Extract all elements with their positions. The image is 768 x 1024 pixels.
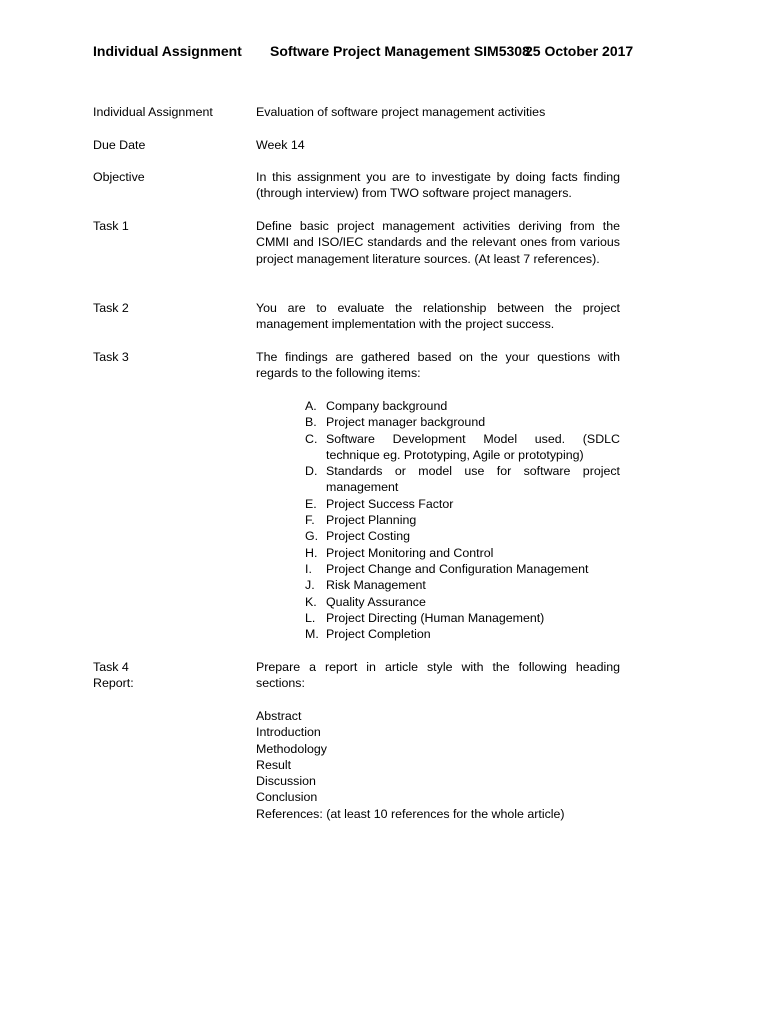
page-header [93,43,683,61]
list-item-letter: K. [305,594,317,609]
label-task2: Task 2 [93,301,129,315]
report-heading: References: (at least 10 references for the whole article) [256,806,565,821]
list-item-text: Company background [326,399,448,413]
list-item-text: Project Monitoring and Control [326,545,494,560]
header-course: Software Project Management SIM5308 [270,43,530,59]
report-heading-list [256,708,620,822]
list-item-letter: B. [305,415,317,430]
report-heading: Abstract [256,709,302,723]
list-item-letter: G. [305,529,319,544]
label-task4-line2: Report: [93,676,134,691]
list-item [305,496,620,512]
list-item [305,463,620,496]
content-task4: Prepare a report in article style with the following heading sections: [256,660,620,691]
list-item-letter: I. [305,561,312,576]
label-assignment: Individual Assignment [93,105,213,119]
label-task4-line1: Task 4 [93,660,129,674]
list-item-letter: F. [305,513,315,528]
list-item [305,577,620,593]
list-item [305,545,620,561]
list-item-letter: H. [305,545,318,560]
list-item-text: Project Directing (Human Management) [326,610,545,625]
header-date: 25 October 2017 [525,43,634,59]
list-item-letter: A. [305,399,317,413]
list-item-text: Standards or model use for software project management [326,464,620,495]
list-item-text: Project Costing [326,529,411,544]
list-item [305,528,620,544]
list-item-text: Project Planning [326,513,417,528]
list-item-text: Project manager background [326,415,486,430]
list-item-text: Project Change and Configuration Management [326,561,589,576]
list-item-letter: E. [305,496,317,511]
list-item [305,398,620,414]
header-assignment-type: Individual Assignment [93,43,242,59]
list-item-letter: J. [305,578,315,593]
list-item-text: Risk Management [326,578,426,593]
list-item-letter: D. [305,464,318,479]
content-assignment: Evaluation of software project management activities [256,105,546,119]
content-task2: You are to evaluate the relationship between the project management implementation with the project success. [256,301,620,332]
label-due-date: Due Date [93,138,146,152]
list-item [305,626,620,642]
list-item-text: Quality Assurance [326,594,426,609]
label-task1: Task 1 [93,219,129,233]
report-heading: Conclusion [256,790,318,805]
list-item [305,512,620,528]
label-objective: Objective [93,170,145,184]
report-heading: Discussion [256,774,316,789]
label-task3: Task 3 [93,350,129,364]
list-item [305,610,620,626]
content-objective: In this assignment you are to investigate by doing facts finding (through interview) from TWO software project managers. [256,170,620,201]
list-item [305,594,620,610]
label-task4 [93,659,248,692]
list-item-text: Project Success Factor [326,496,454,511]
list-item [305,414,620,430]
list-item [305,561,620,577]
row-task4 [93,659,620,829]
list-item [305,431,620,464]
content-task1: Define basic project management activities deriving from the CMMI and ISO/IEC standards and the relevant ones from various project management literature sources. (At least 7 references). [256,219,620,266]
report-heading: Methodology [256,741,327,756]
report-heading: Introduction [256,725,321,740]
list-item-text: Project Completion [326,627,431,642]
list-item-letter: L. [305,610,316,625]
content-task3: The findings are gathered based on the your questions with regards to the following items: [256,350,620,381]
row-task3 [93,349,620,649]
content-due-date: Week 14 [256,138,305,152]
list-item-text: Software Development Model used. (SDLC technique eg. Prototyping, Agile or prototyping) [326,431,620,462]
list-item-letter: M. [305,627,319,642]
task3-item-list [305,398,620,642]
list-item-letter: C. [305,431,318,446]
report-heading: Result [256,757,292,772]
